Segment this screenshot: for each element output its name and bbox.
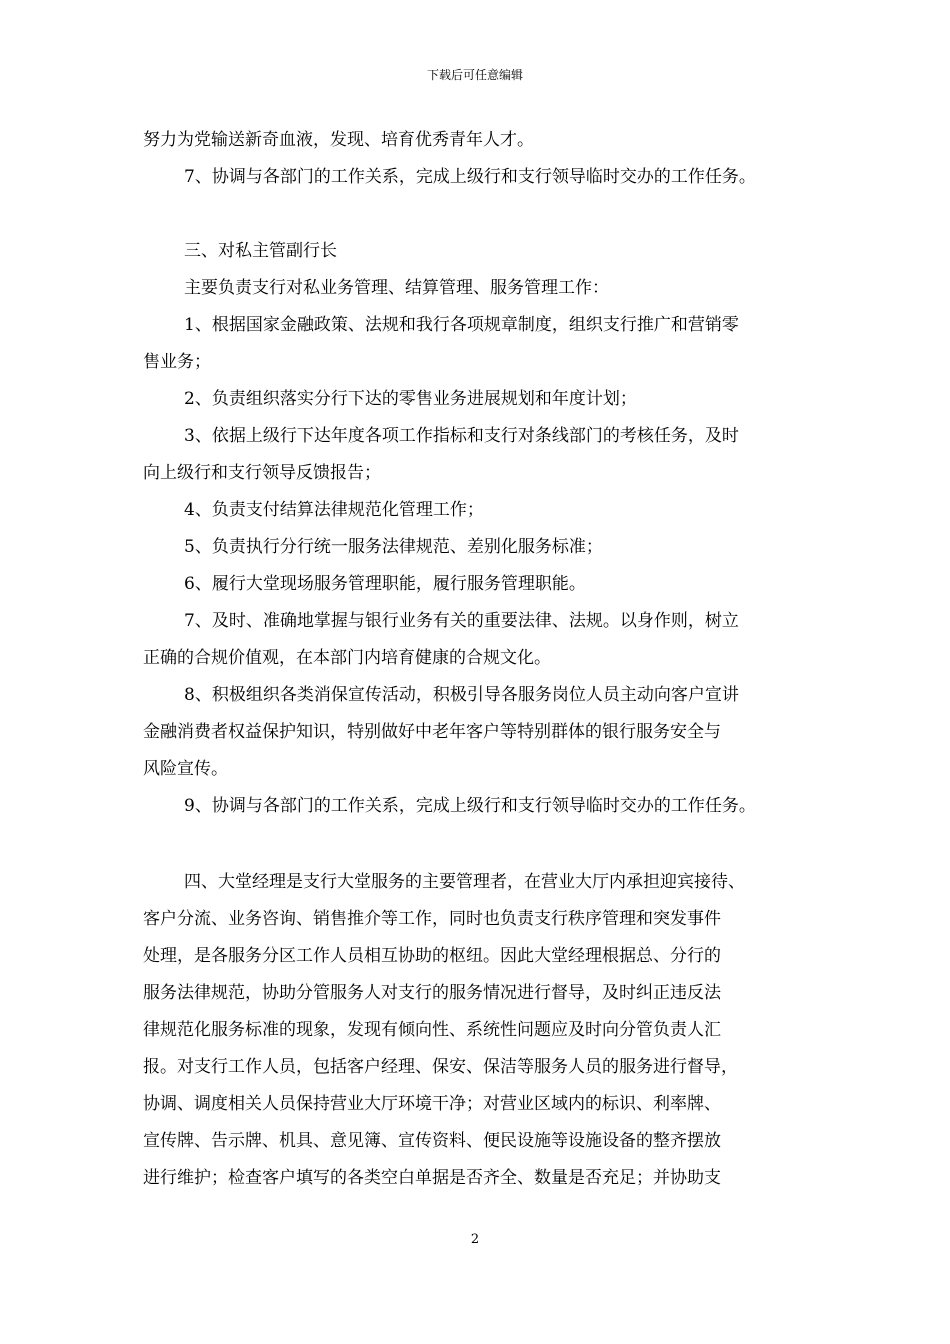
page-number: 2 (470, 1232, 480, 1247)
section-heading: 三、对私主管副行长 (184, 241, 337, 261)
text-line: 服务法律规范，协助分管服务人对支行的服务情况进行督导，及时纠正违反法 (143, 983, 721, 1003)
text-line: 7、及时、准确地掌握与银行业务有关的重要法律、法规。以身作则，树立 (184, 611, 739, 631)
text-line: 努力为党输送新奇血液，发现、培育优秀青年人才。 (143, 130, 534, 150)
text-line: 2、负责组织落实分行下达的零售业务进展规划和年度计划； (184, 389, 637, 409)
text-line: 宣传牌、告示牌、机具、意见簿、宣传资料、便民设施等设施设备的整齐摆放 (143, 1131, 721, 1151)
section-paragraph-line: 四、大堂经理是支行大堂服务的主要管理者，在营业大厅内承担迎宾接待、 (184, 872, 745, 892)
text-line: 售业务； (143, 352, 211, 372)
text-line: 处理，是各服务分区工作人员相互协助的枢纽。因此大堂经理根据总、分行的 (143, 946, 721, 966)
text-line: 1、根据国家金融政策、法规和我行各项规章制度，组织支行推广和营销零 (184, 315, 739, 335)
text-line: 9、协调与各部门的工作关系，完成上级行和支行领导临时交办的工作任务。 (184, 796, 756, 816)
text-line: 4、负责支付结算法律规范化管理工作； (184, 500, 484, 520)
text-line: 风险宣传。 (143, 759, 228, 779)
text-line: 8、积极组织各类消保宣传活动，积极引导各服务岗位人员主动向客户宣讲 (184, 685, 739, 705)
text-line: 进行维护；检查客户填写的各类空白单据是否齐全、数量是否充足；并协助支 (143, 1168, 721, 1188)
text-line: 6、履行大堂现场服务管理职能，履行服务管理职能。 (184, 574, 586, 594)
text-line: 向上级行和支行领导反馈报告； (143, 463, 381, 483)
text-line: 律规范化服务标准的现象，发现有倾向性、系统性问题应及时向分管负责人汇 (143, 1020, 721, 1040)
text-line: 7、协调与各部门的工作关系，完成上级行和支行领导临时交办的工作任务。 (184, 167, 756, 187)
text-line: 主要负责支行对私业务管理、结算管理、服务管理工作： (184, 278, 609, 298)
text-line: 金融消费者权益保护知识，特别做好中老年客户等特别群体的银行服务安全与 (143, 722, 721, 742)
page-header-note: 下载后可任意编辑 (426, 68, 523, 82)
text-line: 正确的合规价值观，在本部门内培育健康的合规文化。 (143, 648, 551, 668)
text-line: 5、负责执行分行统一服务法律规范、差别化服务标准； (184, 537, 603, 557)
text-line: 报。对支行工作人员，包括客户经理、保安、保洁等服务人员的服务进行督导， (143, 1057, 738, 1077)
text-line: 客户分流、业务咨询、销售推介等工作，同时也负责支行秩序管理和突发事件 (143, 909, 721, 929)
text-line: 协调、调度相关人员保持营业大厅环境干净；对营业区域内的标识、利率牌、 (143, 1094, 721, 1114)
text-line: 3、依据上级行下达年度各项工作指标和支行对条线部门的考核任务，及时 (184, 426, 739, 446)
